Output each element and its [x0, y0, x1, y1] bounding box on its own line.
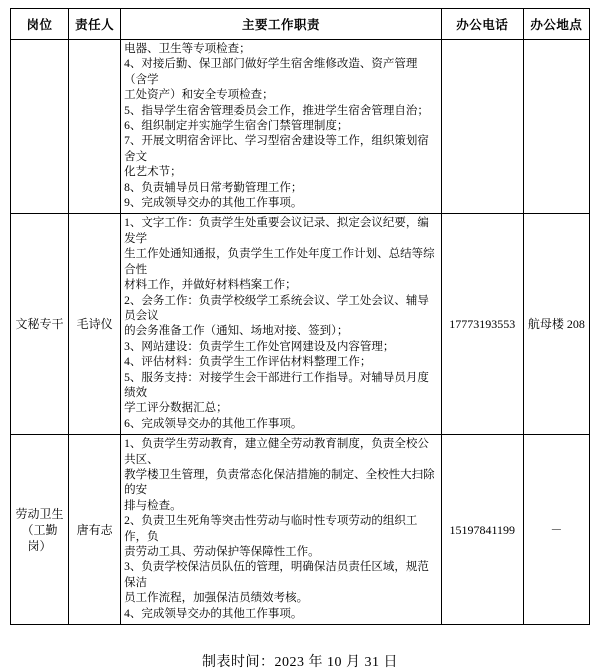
column-header-person: 责任人: [69, 9, 121, 40]
duty-line: 5、指导学生宿舍管理委员会工作，推进学生宿舍管理自治；: [124, 104, 429, 117]
cell-phone: 15197841199: [441, 435, 523, 625]
duty-line: 材料工作，并做好材料档案工作；: [124, 279, 297, 292]
duty-line: 的会务准备工作（通知、场地对接、签到）；: [124, 325, 349, 338]
duty-line: 员工作流程，加强保洁员绩效考核。: [124, 592, 309, 605]
cell-person: [69, 40, 121, 214]
duty-line: 6、完成领导交办的其他工作事项。: [124, 417, 303, 430]
duty-line: 6、组织制定并实施学生宿舍门禁管理制度；: [124, 120, 349, 133]
cell-phone: [441, 40, 523, 214]
duty-line: 1、文字工作：负责学生处重要会议记录、拟定会议纪要，编发学: [124, 217, 429, 245]
cell-phone: 17773193553: [441, 214, 523, 435]
duty-line: 7、开展文明宿舍评比、学习型宿舍建设等工作，组织策划宿舍文: [124, 135, 429, 163]
column-header-post: 岗位: [11, 9, 69, 40]
table-row: [11, 214, 590, 435]
duty-line: 电器、卫生等专项检查；: [124, 43, 251, 55]
cell-post: [11, 40, 69, 214]
table-header: [11, 9, 590, 40]
cell-place: [523, 435, 589, 625]
duty-line: 5、服务支持：对接学生会干部进行工作指导。对辅导员月度绩效: [124, 371, 429, 399]
cell-duty: [121, 435, 442, 625]
cell-place: 航母楼 208: [523, 214, 589, 435]
duty-line: 3、负责学校保洁员队伍的管理，明确保洁员责任区域，规范保洁: [124, 561, 429, 589]
cell-duty: [121, 214, 442, 435]
duty-line: 责劳动工具、劳动保护等保障性工作。: [124, 546, 320, 558]
cell-post: 文秘专干: [11, 214, 69, 435]
duty-line: 4、对接后勤、保卫部门做好学生宿舍维修改造、资产管理（含学: [124, 58, 418, 86]
footer-date: 2023 年 10 月 31 日: [274, 655, 398, 671]
duty-line: 4、完成领导交办的其他工作事项。: [124, 607, 303, 620]
table-row: [11, 435, 590, 625]
footer-label: 制表时间：: [202, 655, 275, 671]
column-header-place: 办公地点: [523, 9, 589, 40]
column-header-duty: 主要工作职责: [121, 9, 442, 40]
duty-line: 2、负责卫生死角等突击性劳动与临时性专项劳动的组织工作，负: [124, 515, 418, 543]
duty-line: 9、完成领导交办的其他工作事项。: [124, 197, 303, 210]
cell-person: 毛诗仪: [69, 214, 121, 435]
table-body: [11, 40, 590, 625]
duty-line: 学工评分数据汇总；: [124, 402, 228, 415]
table-header-row: [11, 9, 590, 40]
duty-line: 3、网站建设：负责学生工作处官网建设及内容管理；: [124, 340, 395, 353]
footer-timestamp: [10, 651, 590, 671]
duty-line: 2、会务工作：负责学校级学工系统会议、学工处会议、辅导员会议: [124, 294, 429, 322]
column-header-phone: 办公电话: [441, 9, 523, 40]
duty-line: 教学楼卫生管理，负责常态化保洁措施的制定、全校性大扫除的安: [124, 468, 435, 497]
cell-post: 劳动卫生（工勤岗）: [11, 435, 69, 625]
duty-line: 4、评估材料：负责学生工作评估材料整理工作；: [124, 356, 372, 369]
cell-place: [523, 40, 589, 214]
duty-line: 生工作处通知通报，负责学生工作处年度工作计划、总结等综合性: [124, 248, 435, 276]
cell-person: 唐有志: [69, 435, 121, 625]
placeholder-dash: －: [550, 522, 563, 537]
table-row: [11, 40, 590, 214]
duty-line: 化艺术节；: [124, 166, 182, 179]
duty-line: 工处资产）和安全专项检查；: [124, 89, 274, 102]
duty-line: 排与检查。: [124, 499, 182, 512]
duty-responsibilities-table: [10, 8, 590, 625]
duty-line: 8、负责辅导员日常考勤管理工作；: [124, 181, 303, 194]
duty-line: 1、负责学生劳动教育，建立健全劳动教育制度，负责全校公共区、: [124, 438, 429, 466]
cell-duty: [121, 40, 442, 214]
